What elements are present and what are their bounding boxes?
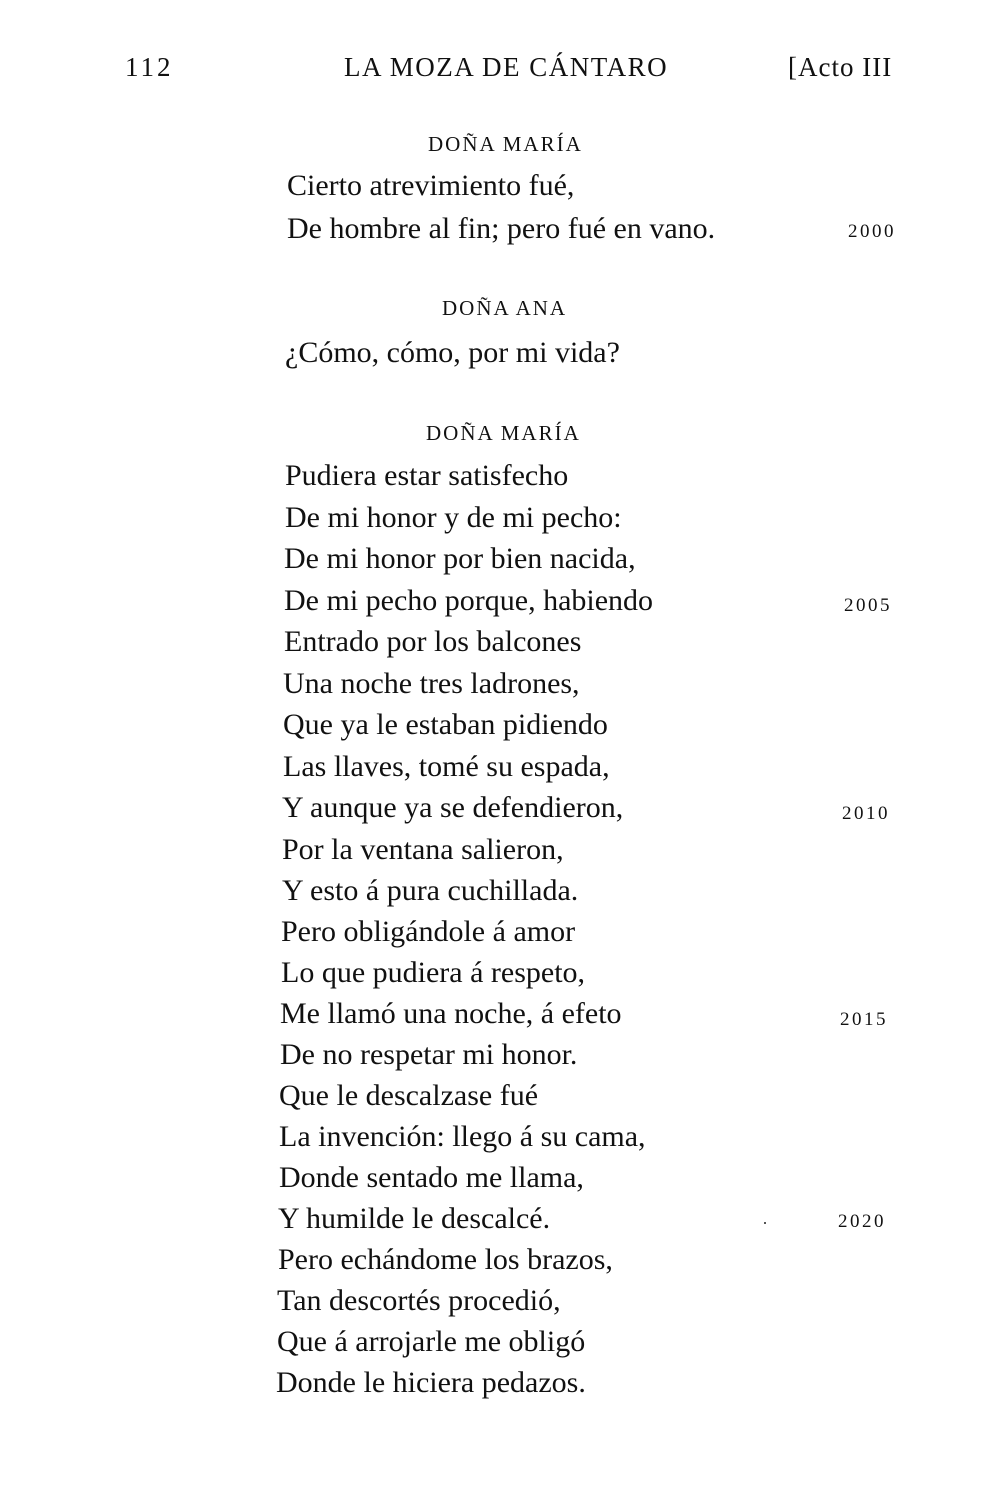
verse-line: Donde le hiciera pedazos. — [276, 1366, 586, 1399]
verse-line: Pero obligándole á amor — [281, 915, 576, 948]
verse-line: ¿Cómo, cómo, por mi vida? — [285, 336, 620, 369]
verse-line: De mi pecho porque, habiendo — [284, 584, 654, 617]
verse-line: De mi honor por bien nacida, — [284, 542, 636, 575]
verse-line: Que á arrojarle me obligó — [277, 1325, 586, 1358]
verse-line: La invención: llego á su cama, — [279, 1120, 646, 1153]
verse-line: De no respetar mi honor. — [280, 1038, 578, 1071]
verse-line: Donde sentado me llama, — [279, 1161, 584, 1194]
verse-line: Pudiera estar satisfecho — [285, 459, 569, 492]
act-marker: [Acto III — [788, 52, 893, 82]
verse-line: Una noche tres ladrones, — [283, 667, 580, 700]
verse-line: Que ya le estaban pidiendo — [283, 708, 608, 741]
verse-line: De mi honor y de mi pecho: — [285, 501, 622, 534]
verse-line: Y esto á pura cuchillada. — [282, 874, 579, 907]
verse-line: Entrado por los balcones — [284, 625, 582, 658]
page-number: 112 — [125, 52, 174, 82]
running-title: LA MOZA DE CÁNTARO — [344, 52, 669, 82]
speaker-label: DOÑA MARÍA — [426, 421, 581, 445]
line-number: 2015 — [840, 1009, 888, 1030]
speaker-label: DOÑA ANA — [442, 296, 568, 320]
verse-line: De hombre al fin; pero fué en vano. — [287, 212, 716, 245]
line-number: 2000 — [848, 221, 896, 242]
line-number: 2010 — [842, 803, 890, 824]
verse-line: Cierto atrevimiento fué, — [287, 169, 575, 202]
verse-line: Que le descalzase fué — [279, 1079, 539, 1112]
verse-line: Lo que pudiera á respeto, — [281, 956, 586, 989]
verse-line: Y aunque ya se defendieron, — [282, 791, 624, 824]
verse-line: Me llamó una noche, á efeto — [280, 997, 622, 1030]
verse-line: Las llaves, tomé su espada, — [283, 750, 610, 783]
verse-line: Por la ventana salieron, — [282, 833, 564, 866]
verse-line: Pero echándome los brazos, — [278, 1243, 613, 1276]
speaker-label: DOÑA MARÍA — [428, 132, 583, 156]
verse-line: Tan descortés procedió, — [277, 1284, 561, 1317]
line-number: 2020 — [838, 1211, 886, 1232]
verse-line: Y humilde le descalcé. — [278, 1202, 551, 1235]
line-number: 2005 — [844, 595, 892, 616]
print-speck — [764, 1222, 766, 1224]
